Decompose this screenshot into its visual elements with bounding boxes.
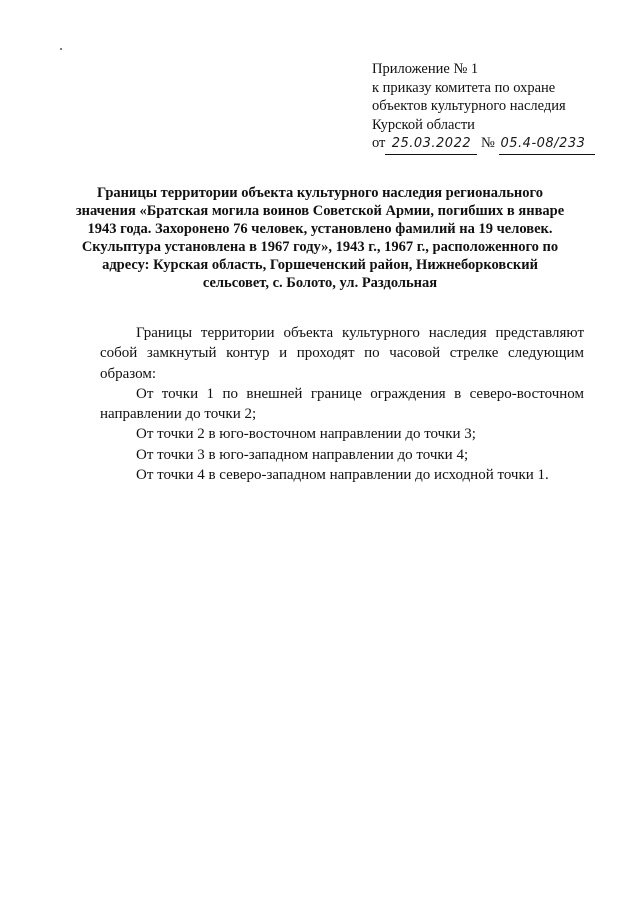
body-paragraph: От точки 2 в юго-восточном направлении до точки 3;	[136, 426, 476, 443]
appendix-line: Приложение № 1	[372, 61, 479, 77]
handwritten-date: 25.03.2022	[385, 135, 477, 155]
appendix-line: объектов культурного наследия	[372, 98, 566, 114]
appendix-line: Курской области	[372, 116, 475, 133]
body-paragraph: От точки 3 в юго-западном направлении до точки 4;	[136, 446, 469, 463]
handwritten-order-number: 05.4-08/233	[499, 135, 595, 155]
body-paragraph: От точки 4 в северо-западном направлении до исходной точки 1.	[136, 467, 549, 484]
document-body	[100, 323, 584, 485]
body-paragraph: От точки 1 по внешней границе ограждения в северо-восточном направлении до точки 2;	[100, 385, 584, 423]
number-prefix: №	[481, 135, 495, 151]
appendix-line: к приказу комитета по охране	[372, 79, 556, 96]
date-prefix: от	[372, 135, 386, 151]
body-paragraph: Границы территории объекта культурного наследия представляют собой замкнутый контур и проходят по часовой стрелке следующим образом:	[100, 325, 584, 382]
scan-speck	[60, 48, 62, 50]
order-reference	[372, 134, 622, 155]
document-title: Границы территории объекта культурного наследия регионального значения «Братская могила воинов Советской Армии, погибших в январе 1943 года. Захоронено 76 человек, установлено фамилий на 19 человек. Скульптура установлена в 1967 году», 1943 г., 1967 г., расположенного по адресу: Курская область, Горшеченский район, Нижнеборковский сельсовет, с. Болото, ул. Раздольная	[75, 185, 565, 291]
appendix-block	[372, 60, 622, 155]
